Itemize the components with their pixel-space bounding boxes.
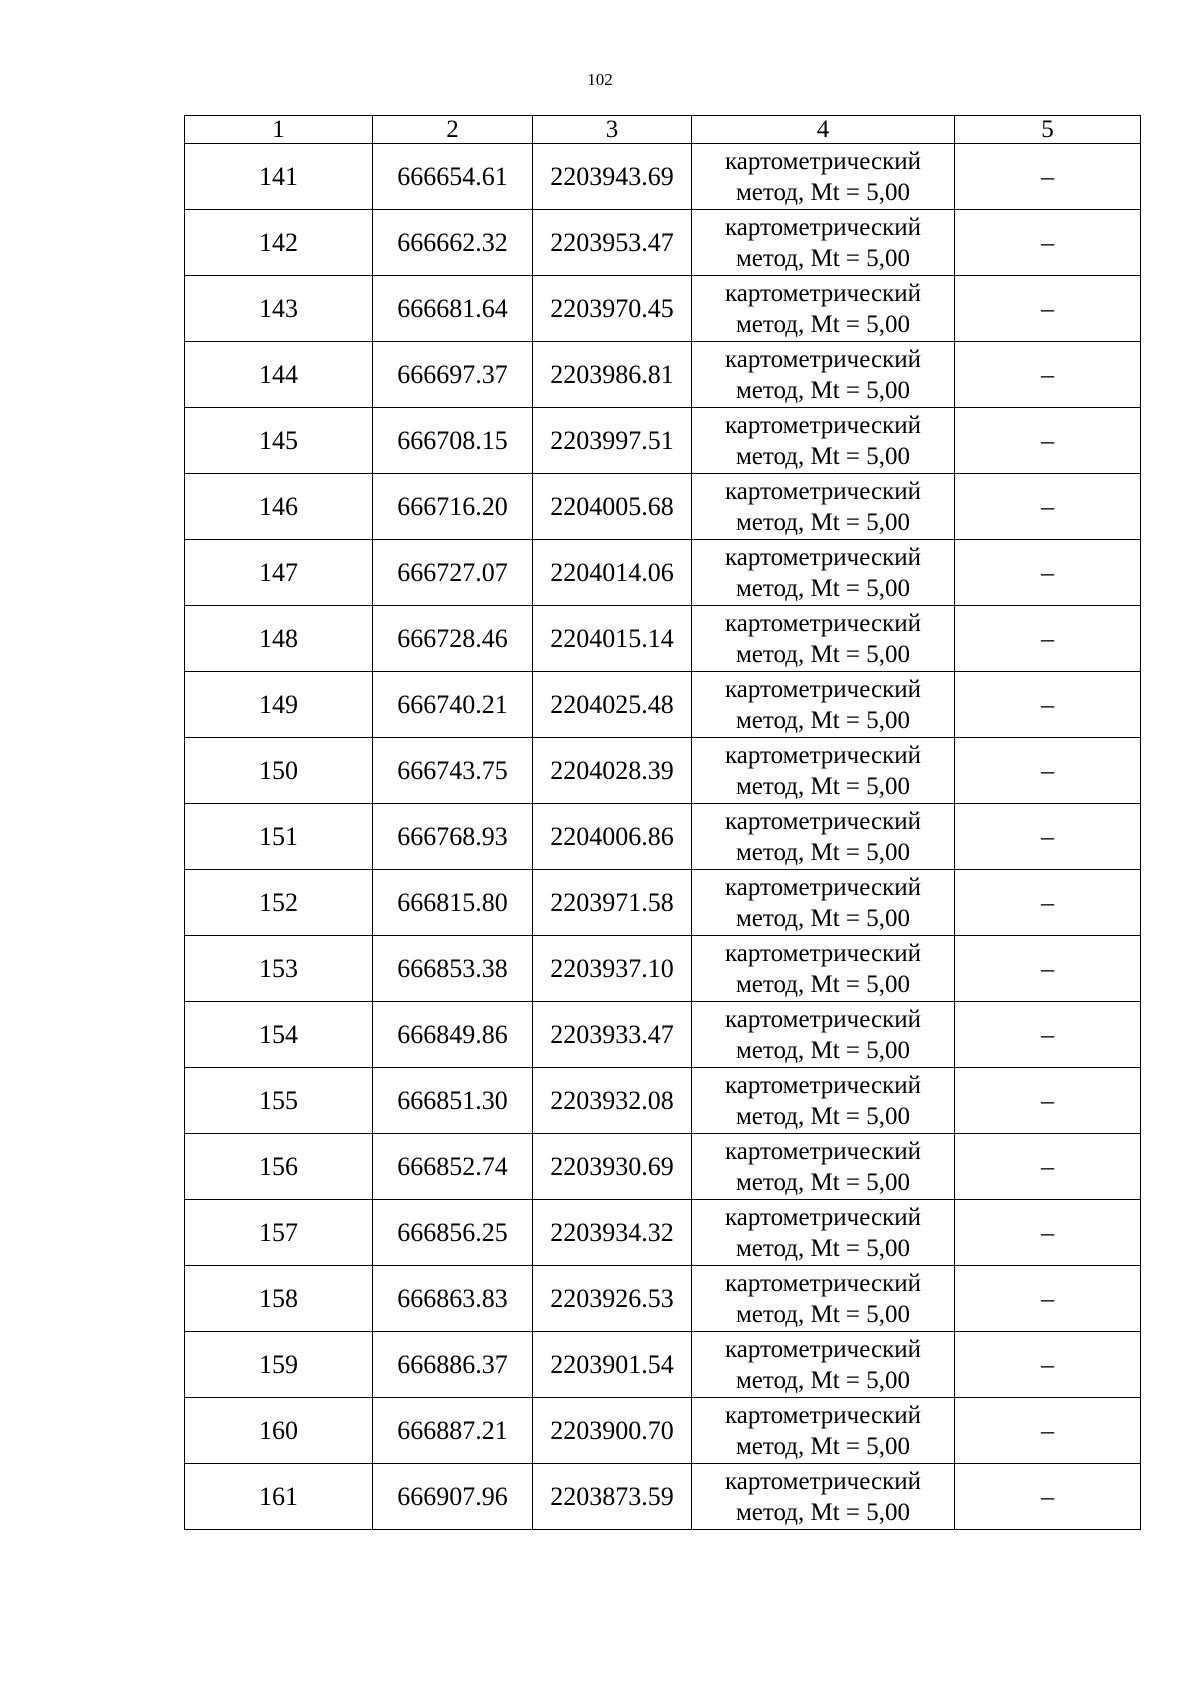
method-line-1: картометрический: [725, 147, 921, 175]
table-row: [185, 936, 1141, 1002]
note-cell: –: [955, 936, 1141, 1002]
x-coordinate-cell: 666815.80: [373, 870, 533, 936]
y-coordinate-cell: 2203986.81: [533, 342, 692, 408]
note-cell: –: [955, 1332, 1141, 1398]
note-cell: –: [955, 672, 1141, 738]
table-row: [185, 1266, 1141, 1332]
point-number-cell: 161: [185, 1464, 373, 1530]
note-cell: –: [955, 1266, 1141, 1332]
table-row: [185, 1464, 1141, 1530]
table-row: [185, 870, 1141, 936]
note-cell: –: [955, 276, 1141, 342]
method-line-2: метод, Mt = 5,00: [735, 178, 911, 206]
column-header: 2: [373, 116, 533, 144]
method-line-2: метод, Mt = 5,00: [735, 442, 911, 470]
x-coordinate-cell: 666907.96: [373, 1464, 533, 1530]
method-cell: [692, 210, 955, 276]
method-line-1: картометрический: [725, 213, 921, 241]
point-number-cell: 155: [185, 1068, 373, 1134]
y-coordinate-cell: 2203900.70: [533, 1398, 692, 1464]
x-coordinate-cell: 666654.61: [373, 144, 533, 210]
point-number-cell: 144: [185, 342, 373, 408]
table-row: [185, 1134, 1141, 1200]
y-coordinate-cell: 2203934.32: [533, 1200, 692, 1266]
y-coordinate-cell: 2203932.08: [533, 1068, 692, 1134]
point-number-cell: 154: [185, 1002, 373, 1068]
method-line-1: картометрический: [725, 477, 921, 505]
x-coordinate-cell: 666697.37: [373, 342, 533, 408]
method-cell: [692, 342, 955, 408]
y-coordinate-cell: 2204005.68: [533, 474, 692, 540]
y-coordinate-cell: 2203873.59: [533, 1464, 692, 1530]
method-cell: [692, 1266, 955, 1332]
note-cell: –: [955, 1464, 1141, 1530]
method-line-2: метод, Mt = 5,00: [735, 1036, 911, 1064]
note-cell: –: [955, 1068, 1141, 1134]
method-line-1: картометрический: [725, 1335, 921, 1363]
column-header: 4: [692, 116, 955, 144]
x-coordinate-cell: 666681.64: [373, 276, 533, 342]
method-cell: [692, 474, 955, 540]
note-cell: –: [955, 540, 1141, 606]
method-cell: [692, 1002, 955, 1068]
method-cell: [692, 540, 955, 606]
x-coordinate-cell: 666852.74: [373, 1134, 533, 1200]
y-coordinate-cell: 2203930.69: [533, 1134, 692, 1200]
note-cell: –: [955, 342, 1141, 408]
method-line-1: картометрический: [725, 939, 921, 967]
table-row: [185, 1068, 1141, 1134]
method-line-1: картометрический: [725, 543, 921, 571]
table-row: [185, 408, 1141, 474]
y-coordinate-cell: 2203971.58: [533, 870, 692, 936]
method-line-1: картометрический: [725, 1467, 921, 1495]
x-coordinate-cell: 666727.07: [373, 540, 533, 606]
method-line-1: картометрический: [725, 1203, 921, 1231]
method-line-2: метод, Mt = 5,00: [735, 640, 911, 668]
point-number-cell: 151: [185, 804, 373, 870]
column-header: 3: [533, 116, 692, 144]
table-row: [185, 1002, 1141, 1068]
method-line-2: метод, Mt = 5,00: [735, 1366, 911, 1394]
method-line-1: картометрический: [725, 411, 921, 439]
x-coordinate-cell: 666662.32: [373, 210, 533, 276]
note-cell: –: [955, 474, 1141, 540]
point-number-cell: 147: [185, 540, 373, 606]
x-coordinate-cell: 666853.38: [373, 936, 533, 1002]
table-row: [185, 1398, 1141, 1464]
method-line-1: картометрический: [725, 279, 921, 307]
y-coordinate-cell: 2204006.86: [533, 804, 692, 870]
method-line-1: картометрический: [725, 807, 921, 835]
method-cell: [692, 1398, 955, 1464]
x-coordinate-cell: 666863.83: [373, 1266, 533, 1332]
point-number-cell: 157: [185, 1200, 373, 1266]
table-row: [185, 474, 1141, 540]
method-line-1: картометрический: [725, 1071, 921, 1099]
note-cell: –: [955, 408, 1141, 474]
x-coordinate-cell: 666728.46: [373, 606, 533, 672]
x-coordinate-cell: 666856.25: [373, 1200, 533, 1266]
method-cell: [692, 1332, 955, 1398]
method-cell: [692, 1200, 955, 1266]
note-cell: –: [955, 1398, 1141, 1464]
y-coordinate-cell: 2203997.51: [533, 408, 692, 474]
method-line-2: метод, Mt = 5,00: [735, 1234, 911, 1262]
y-coordinate-cell: 2203953.47: [533, 210, 692, 276]
point-number-cell: 156: [185, 1134, 373, 1200]
method-cell: [692, 1464, 955, 1530]
y-coordinate-cell: 2203970.45: [533, 276, 692, 342]
y-coordinate-cell: 2203933.47: [533, 1002, 692, 1068]
table-row: [185, 804, 1141, 870]
point-number-cell: 149: [185, 672, 373, 738]
method-line-2: метод, Mt = 5,00: [735, 1432, 911, 1460]
method-line-1: картометрический: [725, 1401, 921, 1429]
method-line-2: метод, Mt = 5,00: [735, 1498, 911, 1526]
note-cell: –: [955, 870, 1141, 936]
method-line-2: метод, Mt = 5,00: [735, 838, 911, 866]
point-number-cell: 145: [185, 408, 373, 474]
method-line-2: метод, Mt = 5,00: [735, 970, 911, 998]
x-coordinate-cell: 666886.37: [373, 1332, 533, 1398]
column-header: 5: [955, 116, 1141, 144]
y-coordinate-cell: 2203943.69: [533, 144, 692, 210]
method-line-2: метод, Mt = 5,00: [735, 1300, 911, 1328]
point-number-cell: 152: [185, 870, 373, 936]
point-number-cell: 150: [185, 738, 373, 804]
column-header: 1: [185, 116, 373, 144]
x-coordinate-cell: 666740.21: [373, 672, 533, 738]
method-line-2: метод, Mt = 5,00: [735, 574, 911, 602]
method-line-2: метод, Mt = 5,00: [735, 904, 911, 932]
method-line-2: метод, Mt = 5,00: [735, 376, 911, 404]
method-cell: [692, 276, 955, 342]
method-line-1: картометрический: [725, 1269, 921, 1297]
y-coordinate-cell: 2204015.14: [533, 606, 692, 672]
table-row: [185, 540, 1141, 606]
method-line-2: метод, Mt = 5,00: [735, 1168, 911, 1196]
point-number-cell: 141: [185, 144, 373, 210]
y-coordinate-cell: 2203937.10: [533, 936, 692, 1002]
method-line-2: метод, Mt = 5,00: [735, 1102, 911, 1130]
method-line-1: картометрический: [725, 345, 921, 373]
method-line-1: картометрический: [725, 675, 921, 703]
table-row: [185, 606, 1141, 672]
point-number-cell: 160: [185, 1398, 373, 1464]
method-cell: [692, 870, 955, 936]
table-header-row: [185, 116, 1141, 144]
x-coordinate-cell: 666743.75: [373, 738, 533, 804]
method-cell: [692, 672, 955, 738]
method-cell: [692, 606, 955, 672]
method-cell: [692, 1134, 955, 1200]
x-coordinate-cell: 666708.15: [373, 408, 533, 474]
method-cell: [692, 408, 955, 474]
page-number: 102: [587, 70, 613, 89]
table-row: [185, 1332, 1141, 1398]
point-number-cell: 143: [185, 276, 373, 342]
y-coordinate-cell: 2203926.53: [533, 1266, 692, 1332]
table-row: [185, 1200, 1141, 1266]
point-number-cell: 148: [185, 606, 373, 672]
note-cell: –: [955, 1134, 1141, 1200]
method-line-2: метод, Mt = 5,00: [735, 310, 911, 338]
method-cell: [692, 144, 955, 210]
y-coordinate-cell: 2204014.06: [533, 540, 692, 606]
method-line-2: метод, Mt = 5,00: [735, 244, 911, 272]
method-line-2: метод, Mt = 5,00: [735, 508, 911, 536]
point-number-cell: 146: [185, 474, 373, 540]
note-cell: –: [955, 1200, 1141, 1266]
method-line-2: метод, Mt = 5,00: [735, 706, 911, 734]
x-coordinate-cell: 666716.20: [373, 474, 533, 540]
coordinates-table: [184, 115, 1141, 1530]
note-cell: –: [955, 144, 1141, 210]
method-cell: [692, 1068, 955, 1134]
x-coordinate-cell: 666851.30: [373, 1068, 533, 1134]
point-number-cell: 159: [185, 1332, 373, 1398]
table-row: [185, 342, 1141, 408]
x-coordinate-cell: 666849.86: [373, 1002, 533, 1068]
y-coordinate-cell: 2204025.48: [533, 672, 692, 738]
method-cell: [692, 936, 955, 1002]
method-line-1: картометрический: [725, 741, 921, 769]
x-coordinate-cell: 666887.21: [373, 1398, 533, 1464]
method-line-1: картометрический: [725, 609, 921, 637]
method-cell: [692, 804, 955, 870]
method-line-1: картометрический: [725, 1137, 921, 1165]
note-cell: –: [955, 738, 1141, 804]
note-cell: –: [955, 1002, 1141, 1068]
note-cell: –: [955, 804, 1141, 870]
table-row: [185, 144, 1141, 210]
note-cell: –: [955, 210, 1141, 276]
y-coordinate-cell: 2204028.39: [533, 738, 692, 804]
method-line-2: метод, Mt = 5,00: [735, 772, 911, 800]
table-row: [185, 276, 1141, 342]
note-cell: –: [955, 606, 1141, 672]
table-row: [185, 210, 1141, 276]
method-cell: [692, 738, 955, 804]
table-row: [185, 738, 1141, 804]
point-number-cell: 158: [185, 1266, 373, 1332]
y-coordinate-cell: 2203901.54: [533, 1332, 692, 1398]
method-line-1: картометрический: [725, 873, 921, 901]
x-coordinate-cell: 666768.93: [373, 804, 533, 870]
point-number-cell: 142: [185, 210, 373, 276]
method-line-1: картометрический: [725, 1005, 921, 1033]
table-row: [185, 672, 1141, 738]
point-number-cell: 153: [185, 936, 373, 1002]
